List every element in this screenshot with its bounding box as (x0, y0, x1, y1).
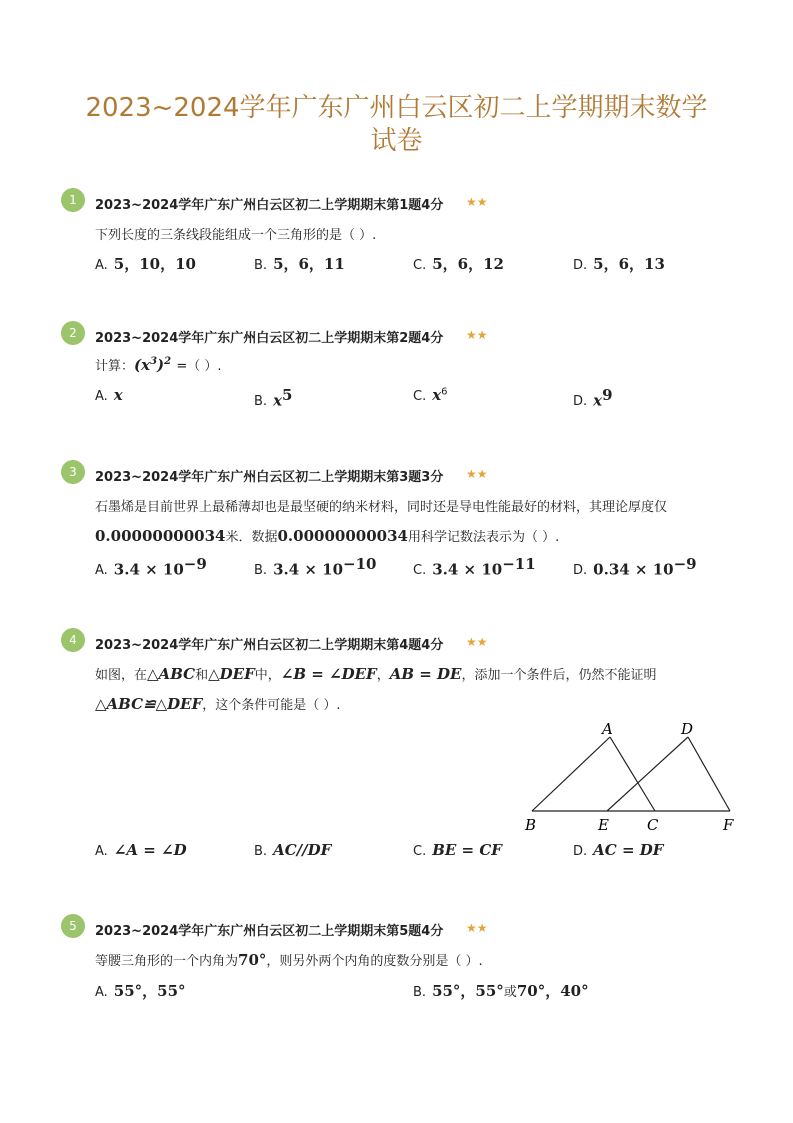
text-segment: 和 (195, 668, 209, 683)
option-base: x (593, 391, 603, 410)
option-label: B. (254, 563, 268, 579)
option-exponent: −9 (673, 555, 697, 573)
side-equation: AB = DE (389, 665, 462, 683)
point-label-e: E (598, 816, 609, 834)
option-d[interactable] (573, 253, 665, 274)
point-label-f: F (723, 816, 734, 834)
question-text-line-2 (95, 526, 559, 545)
number-value: 0.00000000034 (95, 527, 226, 545)
angle-equation: ∠B = ∠DEF (280, 665, 377, 683)
segment-ab (532, 737, 610, 811)
question-text (95, 355, 222, 374)
option-a[interactable] (95, 555, 207, 578)
question-text (95, 950, 483, 969)
option-label: B. (254, 844, 268, 859)
number-value: 0.00000000034 (277, 527, 408, 545)
question-text-line-1: 石墨烯是目前世界上最稀薄却也是最坚硬的纳米材料，同时还是导电性能最好的材料，其理论厚度仅 (95, 500, 668, 515)
option-value: 5，10，10 (113, 255, 196, 273)
question-text-line-2 (95, 694, 341, 713)
option-label: B. (254, 394, 268, 410)
option-d[interactable] (573, 386, 613, 409)
option-label: C. (413, 844, 427, 859)
point-label-b: B (525, 816, 537, 834)
option-b[interactable] (413, 980, 589, 1001)
option-b[interactable] (254, 555, 377, 578)
segment-df (688, 737, 730, 811)
option-exponent: −10 (343, 555, 377, 573)
option-value: 5，6，12 (432, 255, 504, 273)
option-label: D. (573, 258, 588, 273)
point-label-d: D (681, 720, 694, 738)
difficulty-stars: ★★ (466, 635, 488, 649)
power-expression: $(x^3)^2$ (134, 356, 172, 374)
text-segment: 等腰三角形的一个内角为 (95, 954, 239, 969)
triangles-figure (520, 718, 745, 838)
question-header: 2023~2024学年广东广州白云区初二上学期期末第1题4分 (95, 198, 444, 213)
angle-value: 70° (238, 951, 267, 969)
option-b[interactable] (254, 253, 345, 274)
option-d[interactable] (573, 841, 663, 859)
option-label: D. (573, 563, 588, 579)
option-value-b: 70°，40° (516, 982, 589, 1000)
question-number-badge: 2 (61, 321, 85, 345)
option-value: x (113, 386, 123, 404)
option-d[interactable] (573, 555, 697, 578)
question-header: 2023~2024学年广东广州白云区初二上学期期末第2题4分 (95, 331, 444, 346)
option-label: A. (95, 258, 108, 273)
option-or: 或 (503, 985, 517, 1000)
text-segment: 如图，在 (95, 668, 148, 683)
option-value: ∠A = ∠D (113, 841, 187, 859)
option-a[interactable] (95, 386, 123, 404)
option-label: A. (95, 985, 108, 1000)
option-value: BE = CF (432, 841, 502, 859)
text-mid-1: 米．数据 (225, 530, 278, 545)
text-suffix: =（ ）. (176, 359, 222, 374)
option-label: D. (573, 844, 588, 859)
option-c[interactable] (413, 386, 448, 404)
option-label: A. (95, 844, 108, 859)
segment-de (607, 737, 688, 811)
option-value: AC//DF (273, 841, 332, 859)
title-line-2: 试卷 (370, 126, 423, 156)
option-a[interactable] (95, 980, 186, 1001)
text-prefix: 计算： (95, 359, 135, 374)
text-segment: ，则另外两个内角的度数分别是（ ）. (266, 954, 483, 969)
difficulty-stars: ★★ (466, 467, 488, 481)
option-exponent: −11 (502, 555, 536, 573)
option-exponent: 5 (282, 386, 293, 404)
option-value: 55°，55° (113, 982, 186, 1000)
triangle-def: △DEF (208, 665, 255, 683)
congruence-statement: △ABC≌△DEF (95, 695, 203, 713)
text-segment: ， (376, 668, 390, 683)
option-value-a: 55°，55° (432, 982, 504, 1000)
option-label: C. (413, 258, 427, 273)
option-value: 5，6，11 (273, 255, 345, 273)
text-segment: 中， (254, 668, 281, 683)
option-b[interactable] (254, 841, 331, 859)
option-a[interactable] (95, 841, 187, 859)
triangle-abc: △ABC (147, 665, 196, 683)
option-label: D. (573, 394, 588, 410)
option-value: AC = DF (593, 841, 664, 859)
option-label: C. (413, 389, 427, 404)
question-number-badge: 4 (61, 628, 85, 652)
option-base: x (432, 386, 442, 404)
option-base: x (273, 391, 283, 410)
option-c[interactable] (413, 555, 536, 578)
page-title (40, 92, 753, 158)
option-label: C. (413, 563, 427, 579)
point-label-a: A (602, 720, 613, 738)
option-a[interactable] (95, 253, 196, 274)
question-text: 下列长度的三条线段能组成一个三角形的是（ ）. (95, 228, 377, 243)
difficulty-stars: ★★ (466, 195, 488, 209)
difficulty-stars: ★★ (466, 328, 488, 342)
question-number-badge: 5 (61, 914, 85, 938)
option-mantissa: 3.4 × 10 (273, 560, 344, 579)
question-header: 2023~2024学年广东广州白云区初二上学期期末第3题3分 (95, 470, 444, 485)
option-exponent: −9 (183, 555, 207, 573)
option-mantissa: 3.4 × 10 (432, 560, 503, 579)
option-label: A. (95, 563, 108, 579)
option-label: B. (413, 985, 427, 1000)
point-label-c: C (647, 816, 659, 834)
option-mantissa: 3.4 × 10 (113, 560, 184, 579)
question-header: 2023~2024学年广东广州白云区初二上学期期末第5题4分 (95, 924, 444, 939)
option-c[interactable] (413, 253, 504, 274)
option-mantissa: 0.34 × 10 (593, 560, 674, 579)
question-number-badge: 1 (61, 188, 85, 212)
option-b[interactable] (254, 386, 292, 409)
difficulty-stars: ★★ (466, 921, 488, 935)
option-exponent: 6 (441, 386, 448, 398)
title-line-1: 2023~2024学年广东广州白云区初二上学期期末数学 (85, 93, 708, 123)
option-c[interactable] (413, 841, 502, 859)
question-number-badge: 3 (61, 460, 85, 484)
option-value: 5，6，13 (593, 255, 665, 273)
text-segment: ，这个条件可能是（ ）. (202, 698, 341, 713)
option-label: A. (95, 389, 108, 404)
text-mid-2: 用科学记数法表示为（ ）. (407, 530, 560, 545)
question-header: 2023~2024学年广东广州白云区初二上学期期末第4题4分 (95, 638, 444, 653)
question-text-line-1 (95, 664, 657, 683)
text-segment: ，添加一个条件后，仍然不能证明 (461, 668, 657, 683)
option-label: B. (254, 258, 268, 273)
option-exponent: 9 (602, 386, 613, 404)
